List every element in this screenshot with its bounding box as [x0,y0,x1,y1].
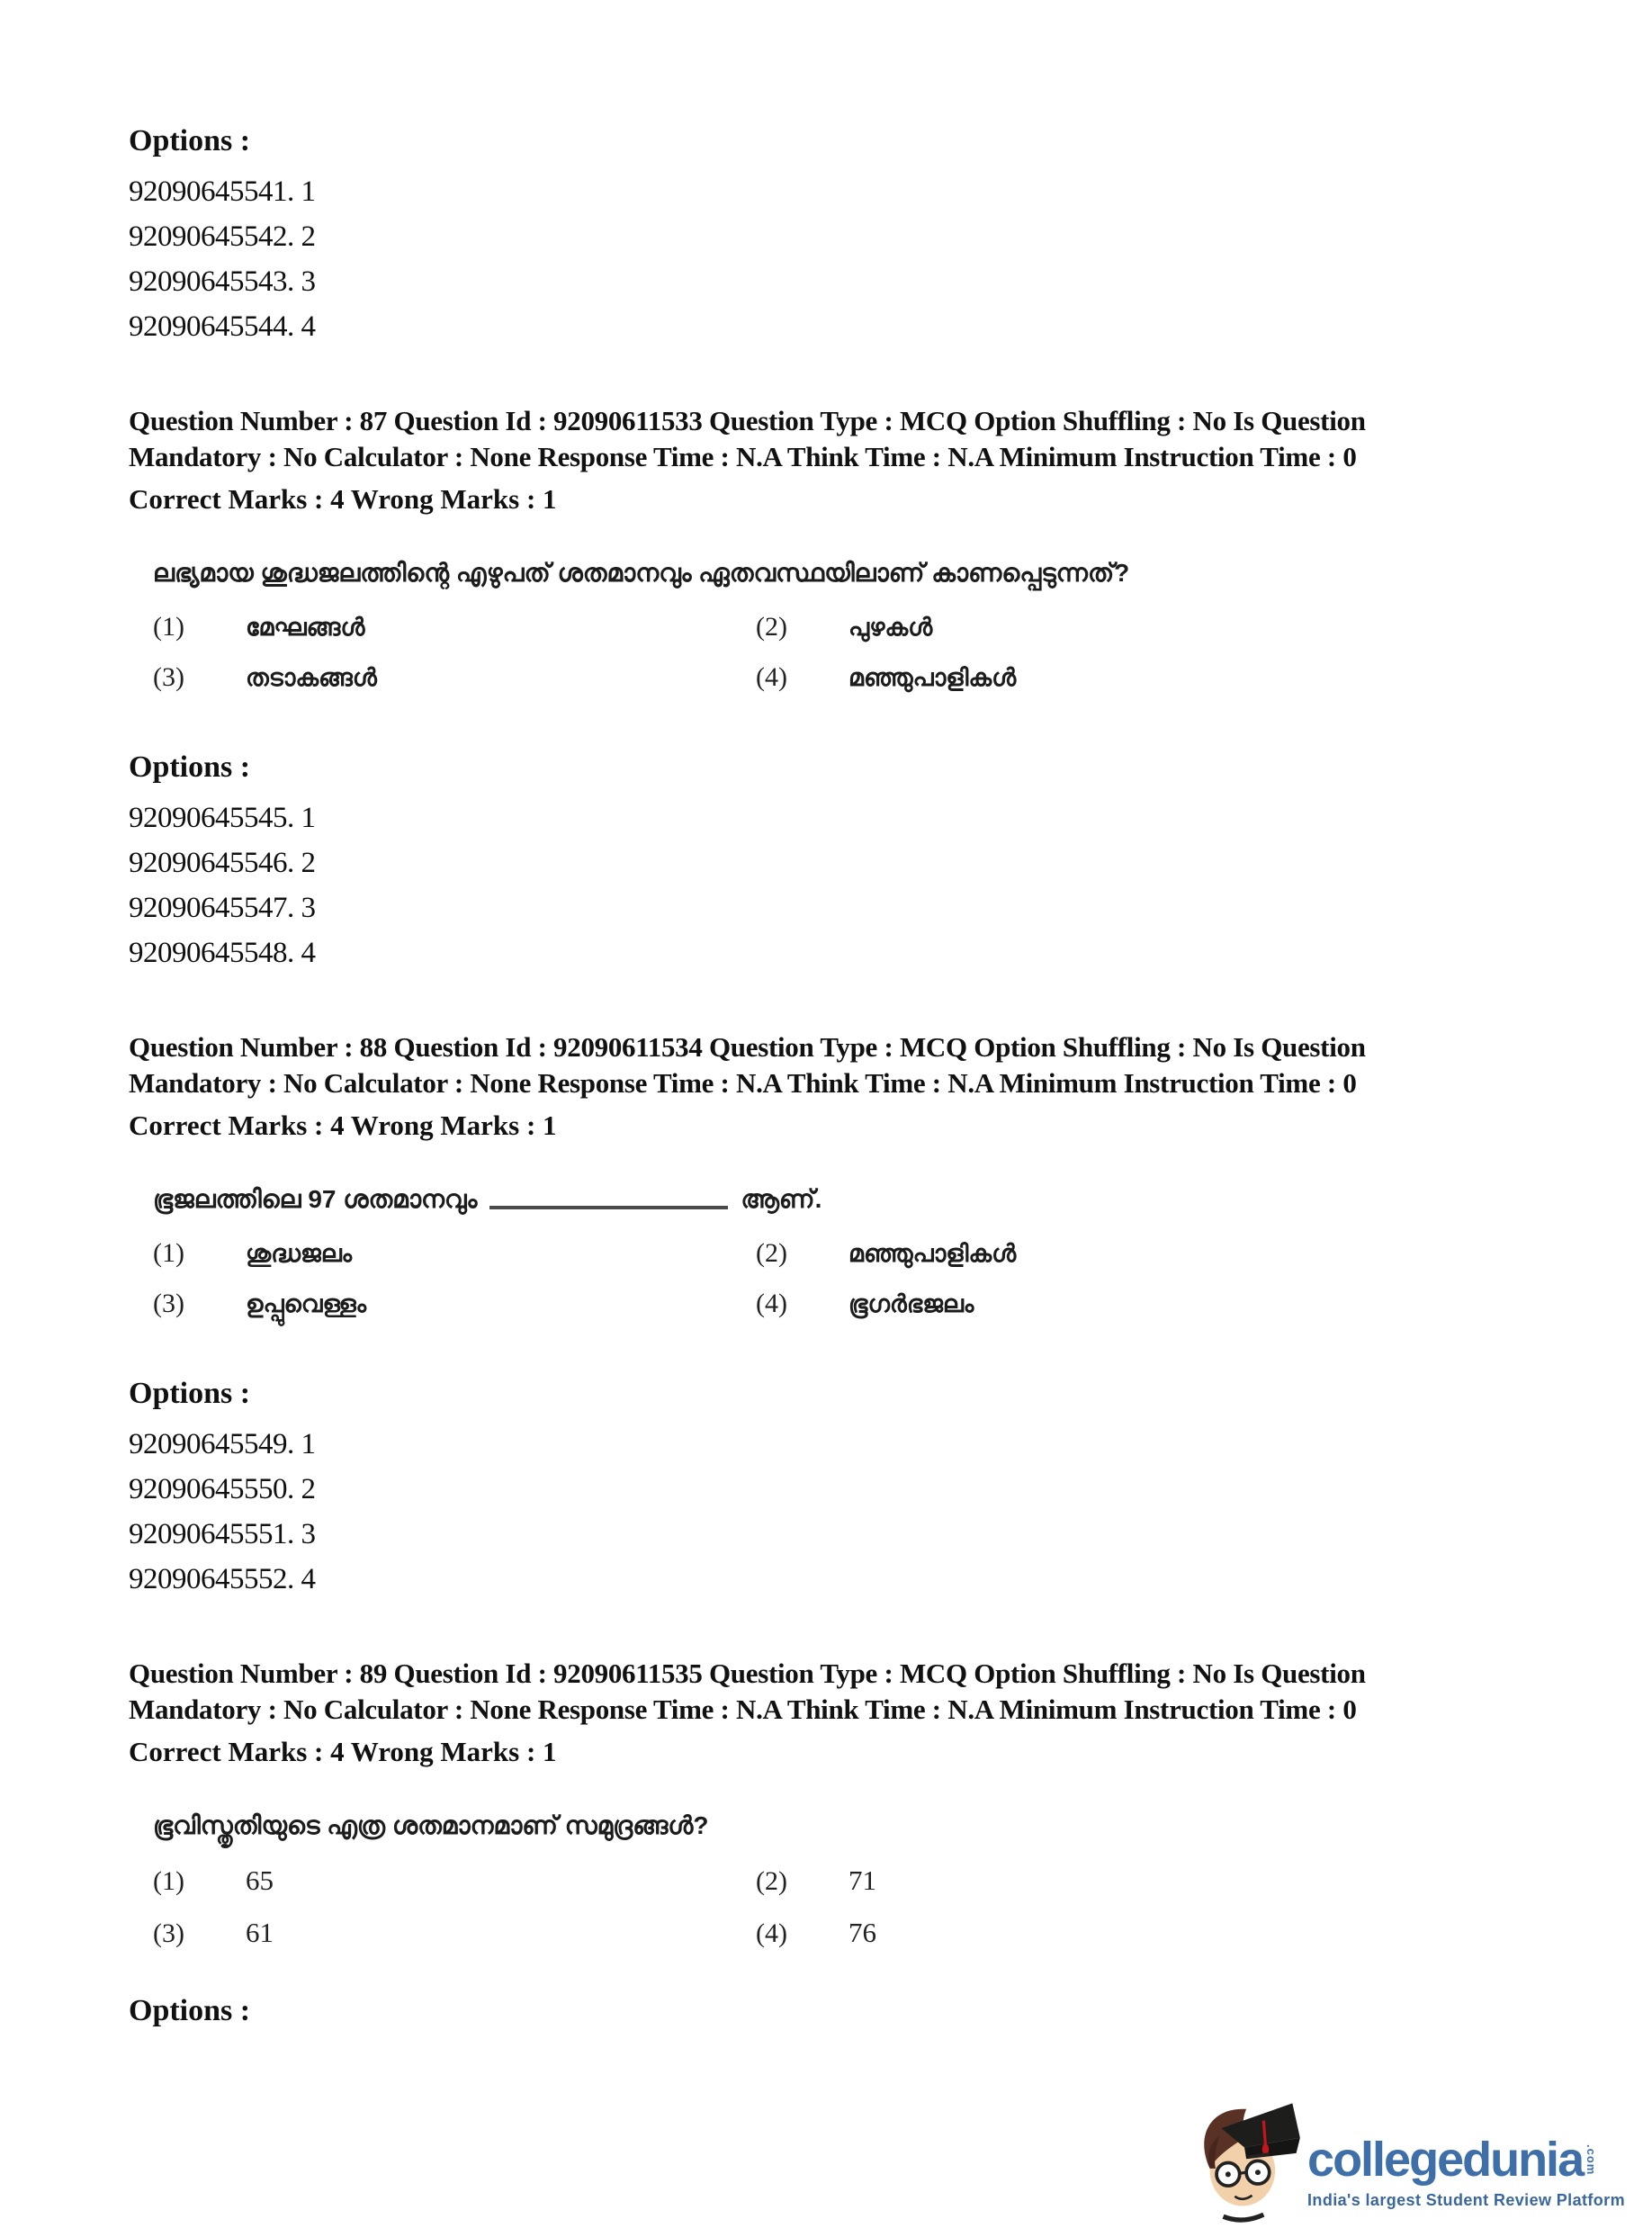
choice-row [153,1289,1652,1319]
choice-number: (4) [756,662,787,692]
choice-label: മഞ്ഞുപാളികൾ [848,664,1017,691]
choice-row [153,1917,1652,1949]
option-id: 92090645544. 4 [129,310,316,343]
choice-grid [153,1238,1652,1319]
choice-row [153,1238,1652,1269]
option-id: 92090645545. 1 [129,802,316,834]
options-block-q87 [129,750,1652,975]
choice-1 [153,1238,756,1269]
choice-2 [756,612,932,642]
choice-label: 65 [246,1864,274,1896]
option-id: 92090645552. 4 [129,1563,316,1595]
choice-label: ശുദ്ധജലം [246,1240,353,1267]
choice-row [153,662,1652,693]
question-text [153,559,1652,588]
fill-in-blank-line [489,1193,728,1209]
choice-2 [756,1238,1016,1269]
question-text-after: ആണ്. [741,1185,822,1213]
option-id: 92090645550. 2 [129,1473,316,1505]
options-label: Options : [129,124,251,157]
question-meta: Question Number : 87 Question Id : 92090611533 Question Type : MCQ Option Shuffling : No Is Question Mandatory : No Calculator : None Response Time : N.A Think Time : N.A Minimum Instruction Time : 0 [129,405,1366,472]
option-id: 92090645547. 3 [129,892,316,924]
option-id: 92090645542. 2 [129,220,316,253]
choice-3 [153,1917,756,1949]
option-id-list [129,795,1652,975]
choice-number: (2) [756,1238,787,1268]
question-marks: Correct Marks : 4 Wrong Marks : 1 [129,1110,557,1141]
brand-tld: .com [1585,2143,1599,2176]
choice-1 [153,612,756,642]
options-label: Options : [129,1994,251,2027]
brand-row [1307,2133,1625,2187]
choice-grid [153,612,1652,693]
options-block-q88 [129,1377,1652,1602]
brand-name: collegedunia [1307,2133,1584,2187]
question-meta: Question Number : 88 Question Id : 92090611534 Question Type : MCQ Option Shuffling : No Is Question Mandatory : No Calculator : None Response Time : N.A Think Time : N.A Minimum Instruction Time : 0 [129,1031,1366,1099]
question-marks: Correct Marks : 4 Wrong Marks : 1 [129,483,557,515]
option-id: 92090645546. 2 [129,847,316,879]
choice-number: (3) [153,662,184,692]
options-block-q86 [129,124,1652,349]
choice-3 [153,662,756,693]
question-meta: Question Number : 89 Question Id : 92090611535 Question Type : MCQ Option Shuffling : No Is Question Mandatory : No Calculator : None Response Time : N.A Think Time : N.A Minimum Instruction Time : 0 [129,1658,1366,1725]
choice-number: (3) [153,1918,184,1948]
choice-label: മഞ്ഞുപാളികൾ [848,1240,1017,1267]
option-id: 92090645548. 4 [129,937,316,969]
option-id: 92090645543. 3 [129,265,316,298]
option-id: 92090645549. 1 [129,1428,316,1460]
choice-number: (4) [756,1289,787,1318]
choice-grid [153,1864,1652,1949]
choice-number: (1) [153,612,184,642]
question-text-before: ഭൂവിസ്തൃതിയുടെ എത്ര ശതമാനമാണ് സമുദ്രങ്ങൾ? [153,1811,709,1839]
choice-label: ഭൂഗർഭജലം [848,1290,974,1317]
choice-1 [153,1864,756,1897]
choice-label: 76 [848,1917,876,1948]
options-label: Options : [129,750,251,784]
option-id-list [129,1422,1652,1602]
choice-4 [756,1289,974,1319]
question-88 [129,1029,1652,1602]
option-id: 92090645541. 1 [129,175,316,208]
choice-number: (2) [756,612,787,642]
choice-label: പുഴകൾ [848,614,933,641]
choice-2 [756,1864,876,1897]
choice-number: (4) [756,1918,787,1948]
question-marks: Correct Marks : 4 Wrong Marks : 1 [129,1736,557,1767]
option-id: 92090645551. 3 [129,1518,316,1550]
options-label: Options : [129,1377,251,1410]
choice-4 [756,1917,876,1949]
collegedunia-mascot-icon [1187,2088,1302,2223]
collegedunia-logo [1187,2088,1625,2223]
choice-number: (1) [153,1238,184,1268]
question-text-before: ലഭ്യമായ ശുദ്ധജലത്തിന്റെ എഴുപത് ശതമാനവും ഏതവസ്ഥയിലാണ് കാണപ്പെടുന്നത്? [153,559,1130,587]
choice-number: (1) [153,1866,184,1896]
choice-label: ഉപ്പുവെള്ളം [246,1290,367,1317]
choice-row [153,1864,1652,1897]
choice-number: (2) [756,1866,787,1896]
choice-label: 71 [848,1864,876,1896]
brand-tagline: India's largest Student Review Platform [1307,2191,1625,2209]
choice-4 [756,662,1016,693]
question-text [153,1811,1652,1841]
option-id-list [129,169,1652,349]
question-89 [129,1656,1652,2028]
choice-label: 61 [246,1917,274,1948]
question-text [153,1185,1652,1215]
choice-3 [153,1289,756,1319]
choice-number: (3) [153,1289,184,1318]
choice-label: മേഘങ്ങൾ [246,614,365,641]
question-87 [129,403,1652,975]
logo-text [1307,2135,1625,2223]
choice-label: തടാകങ്ങൾ [246,664,377,691]
options-block-q89 [129,1994,1652,2028]
question-text-before: ഭൂജലത്തിലെ 97 ശതമാനവും [153,1185,478,1213]
choice-row [153,612,1652,642]
